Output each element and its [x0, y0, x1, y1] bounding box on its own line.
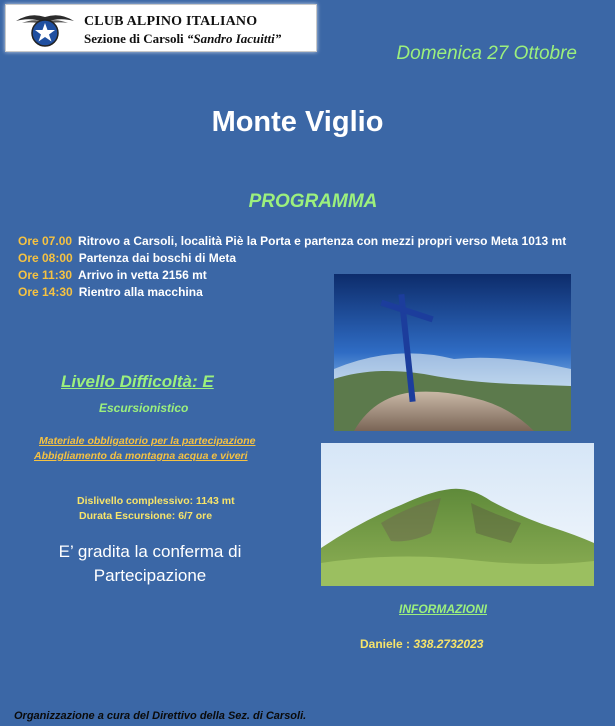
program-heading: PROGRAMMA	[248, 191, 378, 212]
program-item: Ore 14:30 Rientro alla macchina	[18, 285, 203, 299]
difficulty-type: Escursionistico	[99, 401, 189, 415]
equipment-line: Abbigliamento da montagna acqua e viveri	[34, 450, 248, 462]
event-title: Monte Viglio	[211, 106, 384, 138]
program-item: Ore 08:00 Partenza dai boschi di Meta	[18, 251, 237, 265]
monte-viglio-photo	[321, 443, 594, 586]
program-item: Ore 07.00 Ritrovo a Carsoli, località Piè la Porta e partenza con mezzi propri verso Meta 1013 mt	[18, 234, 567, 248]
club-header	[5, 4, 317, 52]
equipment-line: Materiale obbligatorio per la partecipazione	[39, 435, 256, 447]
summit-cross-photo	[334, 274, 571, 431]
elevation-gain: Dislivello complessivo: 1143 mt	[77, 495, 235, 507]
contact-info: Daniele : 338.2732023	[360, 637, 484, 651]
equipment-notes	[34, 434, 255, 464]
club-section: Sezione di Carsoli “Sandro Iacuitti”	[84, 31, 282, 46]
event-date: Domenica 27 Ottobre	[396, 43, 577, 64]
contact-phone: 338.2732023	[413, 637, 484, 651]
organizer-footer: Organizzazione a cura del Direttivo della Sez. di Carsoli.	[14, 710, 307, 722]
info-heading: INFORMAZIONI	[399, 602, 487, 616]
difficulty-level: Livello Difficoltà: E	[61, 372, 214, 391]
hike-stats	[79, 494, 235, 524]
cai-logo-icon	[12, 8, 78, 48]
confirmation-note: E’ gradita la conferma di Partecipazione	[58, 542, 242, 585]
club-name: CLUB ALPINO ITALIANO	[84, 14, 258, 29]
program-item: Ore 11:30 Arrivo in vetta 2156 mt	[18, 268, 207, 282]
hike-duration: Durata Escursione: 6/7 ore	[79, 510, 213, 522]
